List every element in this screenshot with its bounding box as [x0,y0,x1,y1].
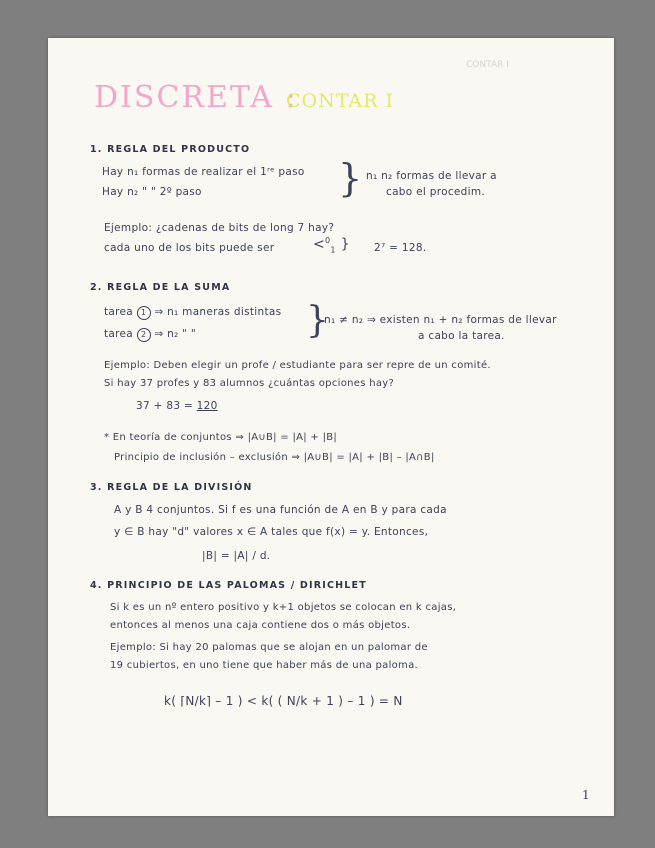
section-1-result-2: cabo el procedim. [386,186,486,198]
section-1-result-1: n₁ n₂ formas de llevar a [366,170,497,182]
task-description: ⇒ n₂ " " [154,328,197,340]
section-2-example-2: Si hay 37 profes y 83 alumnos ¿cuántas opciones hay? [104,378,395,389]
page-subtitle: CONTAR I [286,90,394,112]
task-number-circle: 2 [137,328,151,342]
section-1-line-1: Hay n₁ formas de realizar el 1ʳᵉ paso [102,166,305,178]
section-3-heading: 3. REGLA DE LA DIVISIÓN [90,482,253,493]
section-2-task-2 [104,328,196,342]
section-2-example-1: Ejemplo: Deben elegir un profe / estudiante para ser repre de un comité. [104,360,491,371]
section-3-line-1: A y B 4 conjuntos. Si f es una función de A en B y para cada [114,504,447,516]
notebook-page [48,38,614,816]
calc-answer: 120 [196,400,218,412]
faint-header: CONTAR I [466,60,509,70]
section-2-example-calc [136,400,218,412]
section-4-line-2: entonces al menos una caja contiene dos o más objetos. [110,620,411,631]
section-4-example-2: 19 cubiertos, en uno tiene que haber más de una paloma. [110,660,419,671]
section-2-result-1: n₁ ≠ n₂ ⇒ existen n₁ + n₂ formas de llevar [324,314,557,326]
page-number: 1 [582,788,590,802]
section-3-formula: |B| = |A| / d. [202,550,271,562]
section-1-line-2: Hay n₂ " " 2º paso [102,186,202,198]
section-1-example-2: cada uno de los bits puede ser [104,242,275,254]
task-label: tarea [104,328,134,340]
page-title: DISCRETA : [94,80,298,115]
bit-values-symbol: <$^0_1$ } [313,236,350,255]
section-2-note-1: * En teoría de conjuntos ⇒ |A∪B| = |A| + |B| [104,432,338,443]
section-2-result-2: a cabo la tarea. [418,330,505,342]
calc-expression: 37 + 83 = [136,400,194,412]
section-2-task-1 [104,306,281,320]
brace: } [306,300,329,341]
task-description: ⇒ n₁ maneras distintas [154,306,282,318]
section-4-heading: 4. PRINCIPIO DE LAS PALOMAS / DIRICHLET [90,580,367,591]
section-1-example-1: Ejemplo: ¿cadenas de bits de long 7 hay? [104,222,335,234]
section-2-note-2: Principio de inclusión – exclusión ⇒ |A∪B| = |A| + |B| – |A∩B| [114,452,435,463]
section-1-heading: 1. REGLA DEL PRODUCTO [90,144,251,155]
section-4-example-1: Ejemplo: Si hay 20 palomas que se alojan en un palomar de [110,642,428,653]
section-4-line-1: Si k es un nº entero positivo y k+1 objetos se colocan en k cajas, [110,602,457,613]
section-1-example-result: 2⁷ = 128. [374,242,427,254]
task-number-circle: 1 [137,306,151,320]
section-2-heading: 2. REGLA DE LA SUMA [90,282,231,293]
brace: } [338,156,363,200]
task-label: tarea [104,306,134,318]
section-4-formula: k( ⌈N/k⌉ – 1 ) < k( ( N/k + 1 ) – 1 ) = N [164,694,403,708]
section-3-line-2: y ∈ B hay "d" valores x ∈ A tales que f(x) = y. Entonces, [114,526,429,538]
